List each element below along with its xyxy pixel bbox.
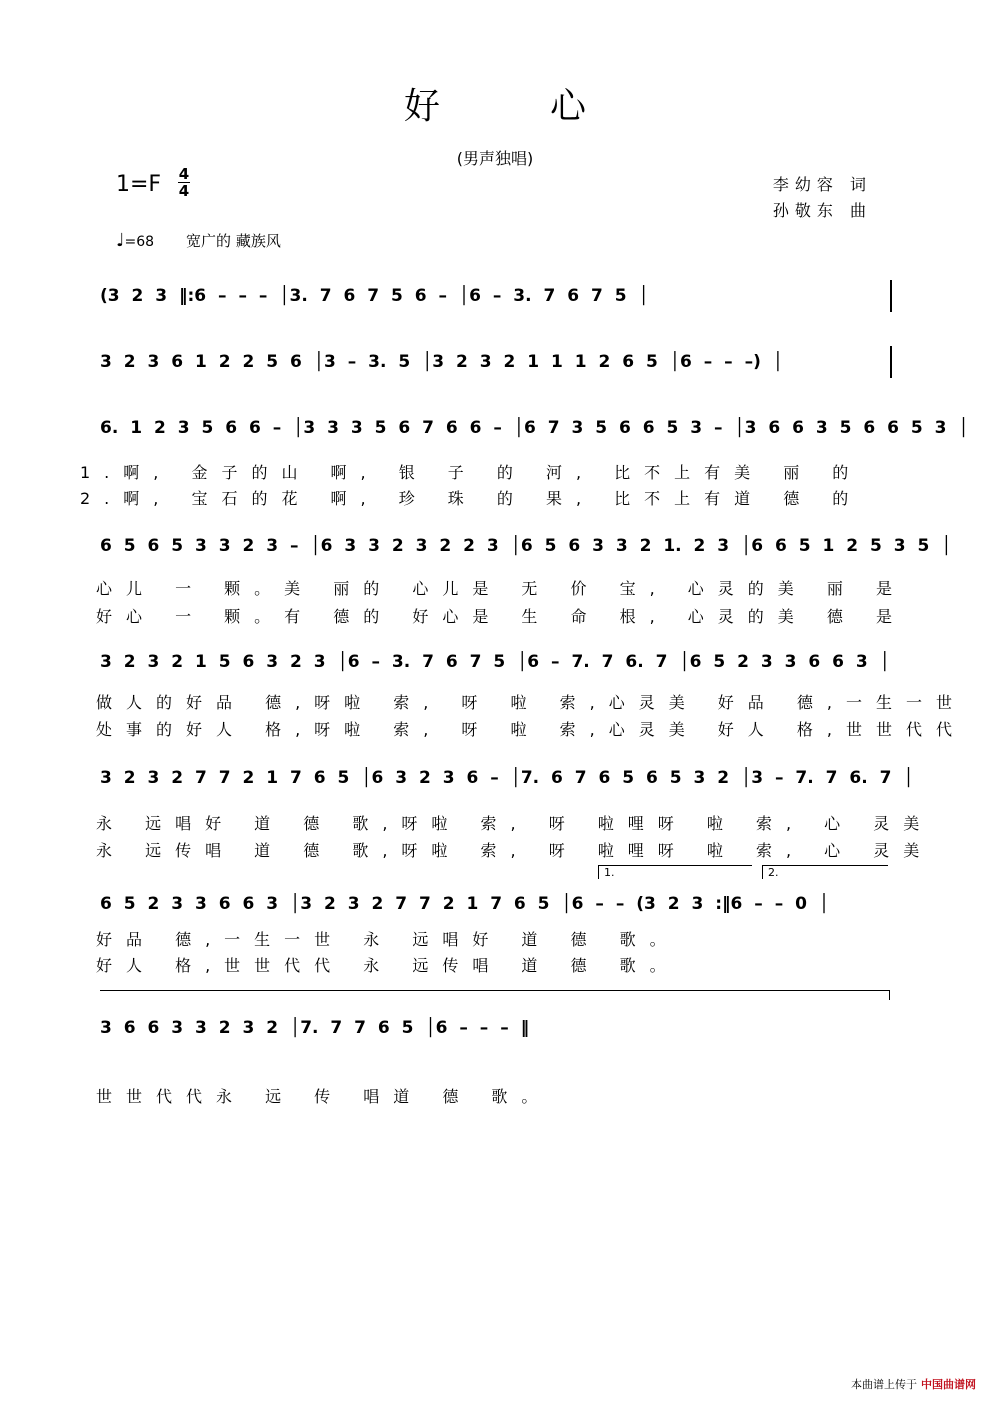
volta-bracket-1 <box>598 865 752 866</box>
lyrics-verse-1: 心儿 一 颗。美 丽的 心儿是 无 价 宝, 心灵的美 丽 是 <box>96 579 906 598</box>
lyrics-verse-1: 世世代代永 远 传 唱道 德 歌。 <box>96 1087 552 1106</box>
lyrics-verse-2: 永 远传唱 道 德 歌,呀啦 索, 呀 啦哩呀 啦 索, 心 灵美 <box>96 841 934 860</box>
tempo-value: =68 <box>124 234 155 250</box>
barline <box>890 346 892 378</box>
footer-text: 本曲谱上传于 <box>851 1378 917 1391</box>
coda-bracket-edge <box>889 990 890 1000</box>
music-line: 3 2 3 6 1 2 2 5 6 │3 – 3. 5 │3 2 3 2 1 1 1 2 6 5 │6 – – –) │ <box>100 352 784 372</box>
volta-label-2: 2. <box>768 866 779 879</box>
lyrics-verse-2: 处事的好人 格,呀啦 索, 呀 啦 索,心灵美 好人 格,世世代代 <box>96 720 966 739</box>
lyrics-verse-1: 好品 德,一生一世 永 远唱好 道 德 歌。 <box>96 930 680 949</box>
music-line: 3 6 6 3 3 2 3 2 │7. 7 7 6 5 │6 – – – ‖ <box>100 1018 530 1038</box>
lyrics-verse-2: 好心 一 颗。有 德的 好心是 生 命 根, 心灵的美 德 是 <box>96 607 906 626</box>
subtitle: (男声独唱) <box>456 149 534 168</box>
page-title: 好心 <box>403 86 696 127</box>
footer <box>851 1376 976 1392</box>
lyrics-verse-2: 2.啊, 宝石的花 啊, 珍 珠 的 果, 比不上有道 德 的 <box>80 489 863 508</box>
volta-label-1: 1. <box>604 866 615 879</box>
music-line: 6 5 6 5 3 3 2 3 – │6 3 3 2 3 2 2 3 │6 5 6 3 3 2 1. 2 3 │6 6 5 1 2 5 3 5 │ <box>100 536 952 556</box>
volta-bracket-2 <box>762 865 888 866</box>
coda-bracket <box>100 990 890 991</box>
lyrics-verse-1: 永 远唱好 道 德 歌,呀啦 索, 呀 啦哩呀 啦 索, 心 灵美 <box>96 814 934 833</box>
brand-logo[interactable]: 中国曲谱网 <box>921 1378 976 1391</box>
volta-bracket-1-edge <box>598 865 599 879</box>
time-signature: 4 4 <box>178 165 190 200</box>
composer-credit: 孙敬东 曲 <box>772 201 872 220</box>
tempo-marking <box>116 230 281 251</box>
music-line: 3 2 3 2 7 7 2 1 7 6 5 │6 3 2 3 6 – │7. 6 7 6 5 6 5 3 2 │3 – 7. 7 6. 7 │ <box>100 768 914 788</box>
lyricist-credit: 李幼容 词 <box>772 175 872 194</box>
volta-bracket-2-edge <box>762 865 763 879</box>
music-line: (3 2 3 ‖:6 – – – │3. 7 6 7 5 6 – │6 – 3. 7 6 7 5 │ <box>100 286 649 306</box>
quarter-note-icon: ♩ <box>116 230 125 251</box>
lyrics-verse-2: 好人 格,世世代代 永 远传唱 道 德 歌。 <box>96 956 680 975</box>
lyrics-verse-1: 做人的好品 德,呀啦 索, 呀 啦 索,心灵美 好品 德,一生一世 <box>96 693 966 712</box>
barline <box>890 280 892 312</box>
music-line: 6. 1 2 3 5 6 6 – │3 3 3 5 6 7 6 6 – │6 7 3 5 6 6 5 3 – │3 6 6 3 5 6 6 5 3 │ <box>100 418 969 438</box>
music-line: 3 2 3 2 1 5 6 3 2 3 │6 – 3. 7 6 7 5 │6 – 7. 7 6. 7 │6 5 2 3 3 6 6 3 │ <box>100 652 890 672</box>
lyrics-verse-1: 1.啊, 金子的山 啊, 银 子 的 河, 比不上有美 丽 的 <box>80 463 863 482</box>
tempo-description: 宽广的 藏族风 <box>186 232 281 250</box>
music-line: 6 5 2 3 3 6 6 3 │3 2 3 2 7 7 2 1 7 6 5 │6 – – (3 2 3 :‖6 – – 0 │ <box>100 894 830 914</box>
key-signature: 1=F <box>116 172 162 197</box>
